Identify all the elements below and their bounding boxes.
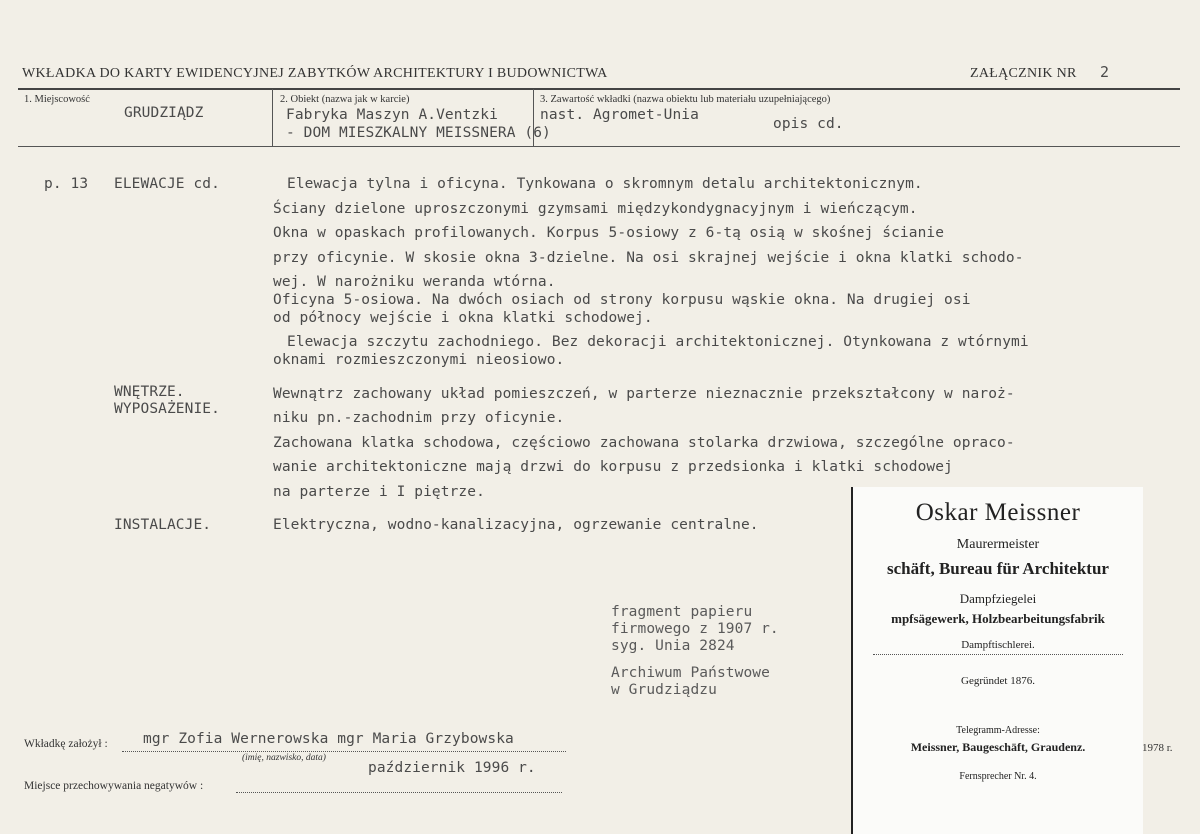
caption-line: fragment papieru	[611, 604, 753, 620]
caption-line: syg. Unia 2824	[611, 638, 735, 654]
text-line: oknami rozmieszczonymi nieosiowo.	[273, 352, 565, 368]
text-line: Zachowana klatka schodowa, częściowo zachowana stolarka drzwiowa, szczególne opraco-	[273, 435, 1015, 451]
text-line: Wewnątrz zachowany układ pomieszczeń, w parterze nieznacznie przekształcony w naroż-	[273, 386, 1015, 402]
photo-year: 1978 r.	[1142, 742, 1173, 754]
section-wnetrze-title: WNĘTRZE.	[114, 384, 185, 400]
letterhead-line: Dampftischlerei.	[961, 639, 1035, 651]
field-divider-1	[272, 89, 273, 146]
field-2-line-2: - DOM MIESZKALNY MEISSNERA (6)	[286, 125, 551, 141]
letterhead-name: Oskar Meissner	[915, 499, 1081, 526]
text-line: Ściany dzielone uproszczonymi gzymsami międzykondygnacyjnym i wieńczącym.	[273, 201, 918, 217]
caption-line: w Grudziądzu	[611, 682, 717, 698]
letterhead-line: Telegramm-Adresse:	[956, 725, 1040, 736]
letterhead-line: Fernsprecher Nr. 4.	[959, 771, 1037, 782]
annex-label: ZAŁĄCZNIK NR	[970, 66, 1077, 81]
text-line: na parterze i I piętrze.	[273, 484, 485, 500]
letterhead-line: Meissner, Baugeschäft, Graudenz.	[910, 740, 1086, 754]
text-line: niku pn.-zachodnim przy oficynie.	[273, 410, 565, 426]
field-3-line-2: opis cd.	[773, 116, 844, 132]
text-line: Okna w opaskach profilowanych. Korpus 5-osiowy z 6-tą osią w skośnej ścianie	[273, 225, 945, 241]
section-instalacje-title: INSTALACJE.	[114, 517, 212, 533]
section-elewacje-title: ELEWACJE cd.	[114, 176, 220, 192]
text-line: Oficyna 5-osiowa. Na dwóch osiach od strony korpusu wąskie okna. Na drugiej osi	[273, 292, 971, 308]
founder-date: październik 1996 r.	[368, 760, 536, 776]
letterhead-photocopy	[851, 487, 1143, 834]
text-line: przy oficynie. W skosie okna 3-dzielne. Na osi skrajnej wejście i okna klatki schodo-	[273, 250, 1024, 266]
founder-dotted-line	[122, 751, 566, 752]
letterhead-line: Dampfziegelei	[959, 591, 1037, 606]
fields-rule	[18, 146, 1180, 147]
page-reference: p. 13	[44, 176, 89, 192]
annex-number: 2	[1100, 63, 1110, 81]
caption-line: Archiwum Państwowe	[611, 665, 770, 681]
section-instalacje-text: Elektryczna, wodno-kanalizacyjna, ogrzewanie centralne.	[273, 517, 759, 533]
field-2-label: 2. Obiekt (nazwa jak w karcie)	[280, 94, 410, 105]
field-1-label: 1. Miejscowość	[24, 94, 90, 105]
text-line: od północy wejście i okna klatki schodowej.	[273, 310, 653, 326]
founder-sublabel: (imię, nazwisko, data)	[242, 753, 326, 763]
storage-dotted-line	[236, 792, 562, 793]
letterhead-line: Maurermeister	[956, 537, 1040, 552]
field-3-line-1: nast. Agromet-Unia	[540, 107, 699, 123]
text-line: Elewacja tylna i oficyna. Tynkowana o skromnym detalu architektonicznym.	[287, 176, 923, 192]
header-rule	[18, 88, 1180, 90]
section-wyposazenie-title: WYPOSAŻENIE.	[114, 401, 220, 417]
text-line: wanie architektoniczne mają drzwi do korpusu z przedsionka i klatki schodowej	[273, 459, 953, 475]
letterhead-line: Gegründet 1876.	[961, 675, 1035, 687]
field-2-line-1: Fabryka Maszyn A.Ventzki	[286, 107, 498, 123]
storage-label: Miejsce przechowywania negatywów :	[24, 780, 204, 792]
form-title: WKŁADKA DO KARTY EWIDENCYJNEJ ZABYTKÓW ARCHITEKTURY I BUDOWNICTWA	[22, 66, 608, 81]
founder-label: Wkładkę założył :	[24, 738, 108, 750]
dotted-separator	[873, 654, 1123, 655]
text-line: wej. W narożniku weranda wtórna.	[273, 274, 556, 290]
field-1-value: GRUDZIĄDZ	[124, 105, 204, 121]
letterhead-line: schäft, Bureau für Architektur	[887, 559, 1109, 578]
letterhead-line: mpfsägewerk, Holzbearbeitungsfabrik	[891, 611, 1105, 626]
field-3-label: 3. Zawartość wkładki (nazwa obiektu lub materiału uzupełniającego)	[540, 94, 831, 105]
caption-line: firmowego z 1907 r.	[611, 621, 779, 637]
text-line: Elewacja szczytu zachodniego. Bez dekoracji architektonicznej. Otynkowana z wtórnymi	[287, 334, 1029, 350]
founder-value: mgr Zofia Wernerowska mgr Maria Grzybowska	[143, 731, 514, 747]
